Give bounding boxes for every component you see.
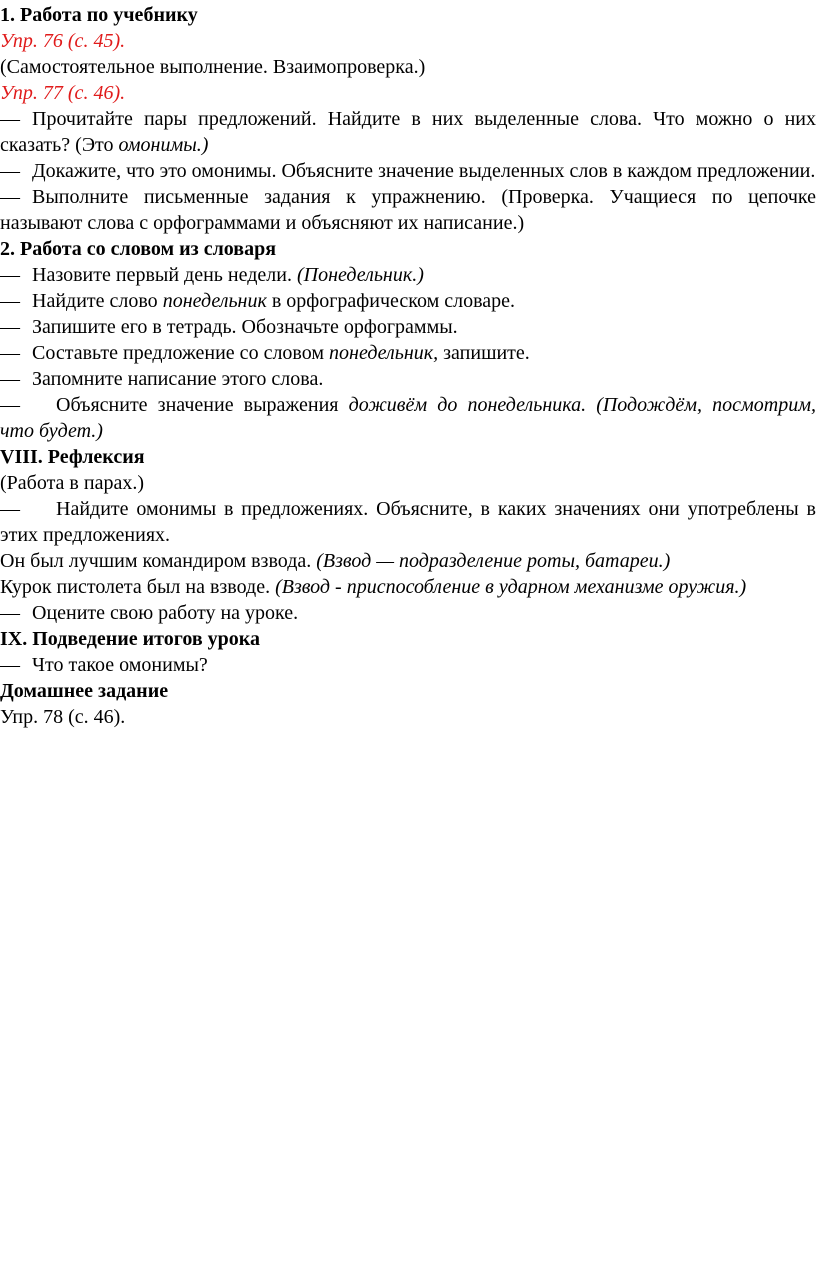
section-2-item-1-text: Назовите первый день недели.	[32, 264, 297, 286]
section-2-item-2-italic: понедельник	[162, 290, 267, 312]
section-8-sentence-1	[0, 548, 816, 574]
section-2-item-3-text: Запишите его в тетрадь. Обозначьте орфограммы.	[32, 316, 458, 338]
section-8-sentence-1-italic: (Взвод — подразделение роты, батареи.)	[316, 550, 671, 572]
section-8-note: (Работа в парах.)	[0, 472, 144, 494]
homework-text: Упр. 78 (с. 46).	[0, 706, 126, 728]
section-1-item-1	[0, 106, 816, 158]
section-8-self-assess	[0, 600, 816, 626]
section-1-item-2-text: Докажите, что это омонимы. Объясните значение выделенных слов в каждом предложении.	[32, 160, 816, 182]
section-8-heading: VIII. Рефлексия	[0, 446, 145, 468]
dash-glyph: —	[0, 264, 20, 286]
section-8-self-assess-text: Оцените свою работу на уроке.	[32, 602, 299, 624]
section-2-item-4	[0, 340, 816, 366]
section-8-task-text: Найдите омонимы в предложениях. Объясните, в каких значениях они употреблены в этих предложениях.	[0, 498, 816, 546]
section-1-item-3-text: Выполните письменные задания к упражнению. (Проверка. Учащиеся по цепочке называют слова с орфограммами и объясняют их написание.)	[0, 186, 816, 234]
section-2-heading: 2. Работа со словом из словаря	[0, 238, 277, 260]
section-8-sentence-2-italic: (Взвод - приспособление в ударном механизме оружия.)	[275, 576, 747, 598]
dash-glyph: —	[0, 160, 20, 182]
exercise-76-label: Упр. 76 (с. 45).	[0, 30, 126, 52]
section-8-sentence-2	[0, 574, 816, 600]
section-2-item-4-text-a: Составьте предложение со словом	[32, 342, 330, 364]
section-2-item-6-text: Объясните значение выражения	[56, 394, 349, 416]
section-1-heading: 1. Работа по учебнику	[0, 4, 198, 26]
section-2-item-3	[0, 314, 816, 340]
section-8-sentence-1-text: Он был лучшим командиром взвода.	[0, 550, 317, 572]
dash-glyph: —	[0, 108, 20, 130]
section-2-item-6	[0, 392, 816, 444]
section-2-item-4-text-b: запишите.	[438, 342, 530, 364]
section-2-item-5-text: Запомните написание этого слова.	[32, 368, 324, 390]
exercise-76-note: (Самостоятельное выполнение. Взаимопроверка.)	[0, 56, 426, 78]
section-1-item-1-italic: омонимы.)	[118, 134, 209, 156]
section-2-item-2	[0, 288, 816, 314]
section-9-question	[0, 652, 816, 678]
section-1-item-1-text: Прочитайте пары предложений. Найдите в них выделенные слова. Что можно о них сказать? (Это	[0, 108, 816, 156]
section-1-item-3	[0, 184, 816, 236]
homework-heading: Домашнее задание	[0, 680, 169, 702]
section-2-item-2-text-b: в орфографическом словаре.	[266, 290, 516, 312]
section-2-item-2-text-a: Найдите слово	[32, 290, 163, 312]
exercise-77-label: Упр. 77 (с. 46).	[0, 82, 126, 104]
section-2-item-1-italic: (Понедельник.)	[296, 264, 424, 286]
dash-glyph: —	[0, 316, 20, 338]
dash-glyph: —	[0, 602, 20, 624]
section-9-heading: IX. Подведение итогов урока	[0, 628, 260, 650]
dash-glyph: —	[0, 654, 20, 676]
section-8-task	[0, 496, 816, 548]
dash-glyph: —	[0, 342, 20, 364]
dash-glyph: —	[0, 368, 20, 390]
section-1-item-2	[0, 158, 816, 184]
dash-glyph: —	[0, 498, 20, 520]
section-2-item-5	[0, 366, 816, 392]
dash-glyph: —	[0, 186, 20, 208]
section-2-item-1	[0, 262, 816, 288]
section-8-sentence-2-text: Курок пистолета был на взводе.	[0, 576, 276, 598]
dash-glyph: —	[0, 290, 20, 312]
section-2-item-4-italic: понедельник,	[329, 342, 439, 364]
section-9-question-text: Что такое омонимы?	[32, 654, 208, 676]
dash-glyph: —	[0, 394, 20, 416]
section-2-item-6-italic: доживём до понедельника. (Подождём, посмотрим, что будет.)	[0, 394, 816, 442]
